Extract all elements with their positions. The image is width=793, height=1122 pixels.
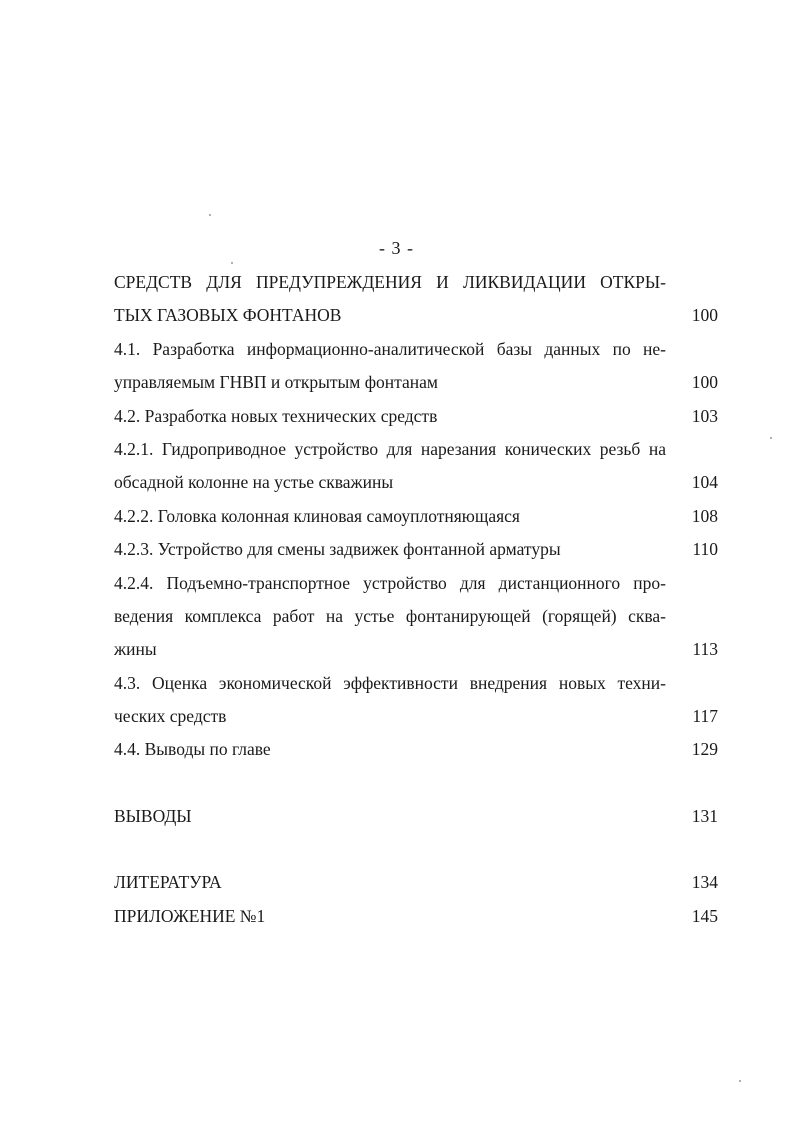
toc-entry-text: 4.2.4. Подъемно-транспортное устройство для дистанционного про- bbox=[114, 572, 666, 593]
table-of-contents bbox=[114, 266, 718, 933]
toc-entry-line bbox=[114, 400, 718, 433]
toc-page-number: 113 bbox=[692, 639, 718, 660]
toc-entry-line bbox=[114, 866, 718, 899]
toc-entry-line bbox=[114, 366, 718, 399]
toc-entry-line bbox=[114, 700, 718, 733]
toc-page-number: 103 bbox=[691, 405, 718, 426]
toc-entry-text: ческих средств bbox=[114, 706, 227, 727]
toc-entry-line bbox=[114, 500, 718, 533]
toc-page-number: 117 bbox=[692, 706, 718, 727]
toc-page-number: 145 bbox=[691, 905, 718, 926]
scan-speck bbox=[209, 214, 211, 216]
toc-entry-text: 4.2. Разработка новых технических средств bbox=[114, 405, 438, 426]
toc-page-number: 134 bbox=[691, 872, 718, 893]
toc-page-number: 100 bbox=[691, 372, 718, 393]
toc-entry-line bbox=[114, 466, 718, 499]
toc-entry-text: 4.2.3. Устройство для смены задвижек фонтанной арматуры bbox=[114, 539, 561, 560]
page-number: - 3 - bbox=[379, 238, 414, 258]
toc-entry-line bbox=[114, 299, 718, 332]
toc-entry-text: ТЫХ ГАЗОВЫХ ФОНТАНОВ bbox=[114, 305, 342, 326]
toc-page-number: 100 bbox=[691, 305, 718, 326]
toc-entry-line bbox=[114, 567, 718, 600]
toc-entry-line bbox=[114, 900, 718, 933]
toc-entry-text: 4.2.2. Головка колонная клиновая самоуплотняющаяся bbox=[114, 505, 520, 526]
scan-speck bbox=[739, 1080, 741, 1082]
toc-entry-text: 4.4. Выводы по главе bbox=[114, 739, 271, 760]
toc-entry-line bbox=[114, 733, 718, 766]
toc-entry-text: ведения комплекса работ на устье фонтанирующей (горящей) сква- bbox=[114, 605, 666, 626]
toc-entry-text: жины bbox=[114, 639, 157, 660]
scan-speck bbox=[231, 262, 233, 264]
toc-entry-line bbox=[114, 667, 718, 700]
toc-entry-text: ВЫВОДЫ bbox=[114, 805, 192, 826]
toc-entry-text: обсадной колонне на устье скважины bbox=[114, 472, 394, 493]
toc-entry-text: 4.2.1. Гидроприводное устройство для нарезания конических резьб на bbox=[114, 438, 666, 459]
toc-entry-line bbox=[114, 533, 718, 566]
toc-entry-line bbox=[114, 266, 718, 299]
toc-entry-line bbox=[114, 633, 718, 666]
toc-entry-text: ЛИТЕРАТУРА bbox=[114, 872, 222, 893]
toc-entry-text: ПРИЛОЖЕНИЕ №1 bbox=[114, 905, 266, 926]
toc-page-number: 108 bbox=[691, 505, 718, 526]
toc-page-number: 110 bbox=[692, 539, 718, 560]
toc-page-number: 129 bbox=[691, 739, 718, 760]
toc-entry-text: СРЕДСТВ ДЛЯ ПРЕДУПРЕЖДЕНИЯ И ЛИКВИДАЦИИ ОТКРЫ- bbox=[114, 272, 666, 292]
toc-entry-line bbox=[114, 800, 718, 833]
scan-speck bbox=[770, 437, 772, 439]
toc-entry-line bbox=[114, 433, 718, 466]
toc-entry-text: 4.1. Разработка информационно-аналитической базы данных по не- bbox=[114, 338, 666, 359]
toc-page-number: 131 bbox=[691, 805, 718, 826]
toc-entry-line bbox=[114, 333, 718, 366]
toc-page-number: 104 bbox=[691, 472, 718, 493]
toc-entry-line bbox=[114, 600, 718, 633]
toc-entry-text: управляемым ГНВП и открытым фонтанам bbox=[114, 372, 438, 393]
toc-entry-text: 4.3. Оценка экономической эффективности внедрения новых техни- bbox=[114, 672, 666, 693]
